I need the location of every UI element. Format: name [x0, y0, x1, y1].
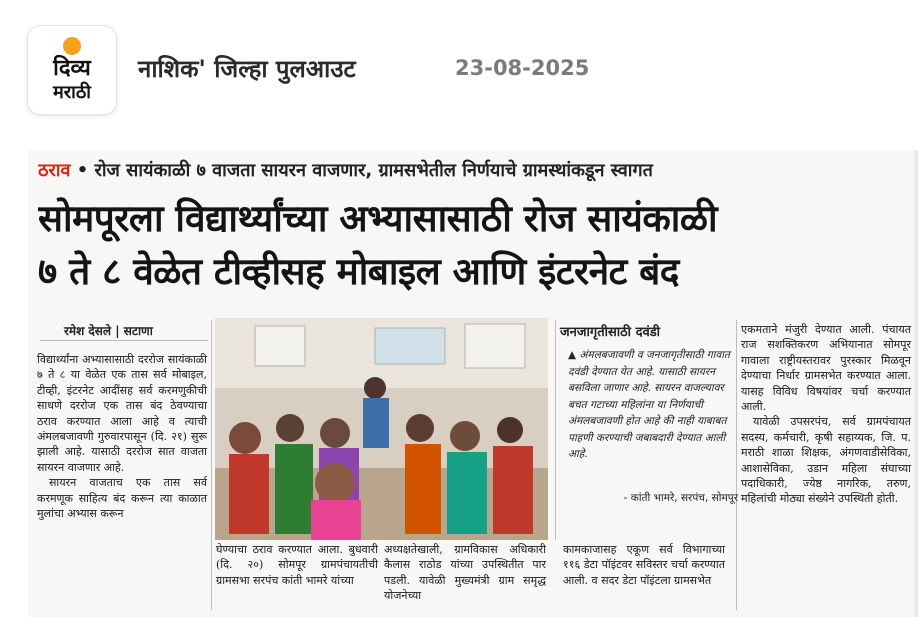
headline — [38, 192, 898, 298]
article-column-4 — [741, 322, 911, 507]
paragraph: यावेळी उपसरपंच, सर्व ग्रामपंचायत सदस्य, कर्मचारी, कृषी सहाय्यक, जि. प. मराठी शाळा शिक्षक, अंगणवाडीसेविका, आशासेविका, उडान महिला संघाच्या पदाधिकारी, ज्येष्ठ नागरिक, तरुण, महिलांची मोठ्या संख्येने उपस्थिती होती. — [741, 415, 911, 506]
sidebar-title: जनजागृतीसाठी दवंडी — [560, 325, 661, 340]
byline: रमेश देसले | सटाणा — [64, 324, 153, 338]
article-column-1 — [37, 352, 207, 521]
paragraph: एकमताने मंजुरी देण्यात आली. पंचायत राज सशक्तिकरण अभियानात सोमपूर गावाला राष्ट्रीयस्तरावर पुरस्कार मिळवून देण्याचा निर्धार ग्रामसभेत करण्यात आला. यासह विविध विषयांवर चर्चा करण्यात आली. — [741, 323, 911, 414]
paragraph: विद्यार्थ्यांना अभ्यासासाठी दररोज सायंकाळी ७ ते ८ या वेळेत एक तास सर्व मोबाइल, टीव्ही, इंटरनेट आदींसह सर्व करमणुकीची साधणे दररोज एक तास बंद ठेवण्याचा ठराव करण्यात आला आहे व त्याची अंमलबजावणी गुरुवारपासून (दि. २१) सुरू झाली आहे. यासाठी दररोज सात वाजता सायरन वाजणार आहे. — [37, 353, 207, 474]
edition-date: 23-08-2025 — [455, 56, 590, 80]
article-column-3b: कामकाजासह एकूण सर्व विभागाच्या ११६ डेटा पॉइंटवर सविस्तर चर्चा करण्यात आली. व सदर डेटा पॉइंटला ग्रामसभेत — [563, 543, 725, 587]
sarpanch-quote: ▲ अंमलबजावणी व जनजागृतीसाठी गावात दवंडी देण्यात येत आहे. यासाठी सायरन बसविला जाणार आहे. सायरन वाजल्यावर बचत गटाच्या महिलांना या निर्णयाची अंमलबजावणी होत आहे की नाही याबाबत पाहणी करण्याची जबाबदारी देण्यात आली आहे. — [568, 349, 730, 460]
article-column-3: अध्यक्षतेखाली, ग्रामविकास अधिकारी कैलास राठोड यांच्या उपस्थितीत पार पडली. यावेळी मुख्यमंत्री ग्राम समृद्ध योजनेच्या — [384, 543, 546, 603]
page-edge — [912, 150, 918, 617]
article-column-2: घेण्याचा ठराव करण्यात आला. बुधवारी (दि. २०) सोमपूर ग्रामपंचायतीची ग्रामसभा सरपंच कांती भामरे यांच्या — [216, 543, 378, 587]
column-divider — [736, 320, 737, 610]
gram-sabha-photo — [215, 318, 548, 540]
headline-line-2: ७ ते ८ वेळेत टीव्हीसह मोबाइल आणि इंटरनेट बंद — [38, 250, 679, 293]
logo-text-line2: मराठी — [53, 82, 91, 103]
sun-icon — [63, 37, 81, 55]
quote-attribution: - कांती भामरे, सरपंच, सोमपूर — [623, 492, 738, 504]
column-divider — [211, 320, 212, 610]
byline-rule — [40, 340, 208, 341]
newspaper-clipping — [28, 150, 918, 617]
headline-line-1: सोमपूरला विद्यार्थ्यांच्या अभ्यासासाठी रोज सायंकाळी — [38, 197, 718, 240]
header-bar — [0, 0, 918, 138]
divya-marathi-logo[interactable] — [28, 26, 116, 114]
column-divider — [555, 320, 556, 540]
paragraph: सायरन वाजताच एक तास सर्व करमणूक साहित्य बंद करून त्या काळात मुलांचा अभ्यास करून — [37, 476, 207, 521]
kicker-tag: ठराव — [38, 160, 71, 181]
kicker-line — [38, 158, 898, 182]
kicker-text: • रोज सायंकाळी ७ वाजता सायरन वाजणार, ग्रामसभेतील निर्णयाचे ग्रामस्थांकडून स्वागत — [70, 160, 653, 181]
edition-title: नाशिक' जिल्हा पुलआउट — [138, 55, 356, 83]
logo-text-line1: दिव्य — [53, 56, 91, 81]
